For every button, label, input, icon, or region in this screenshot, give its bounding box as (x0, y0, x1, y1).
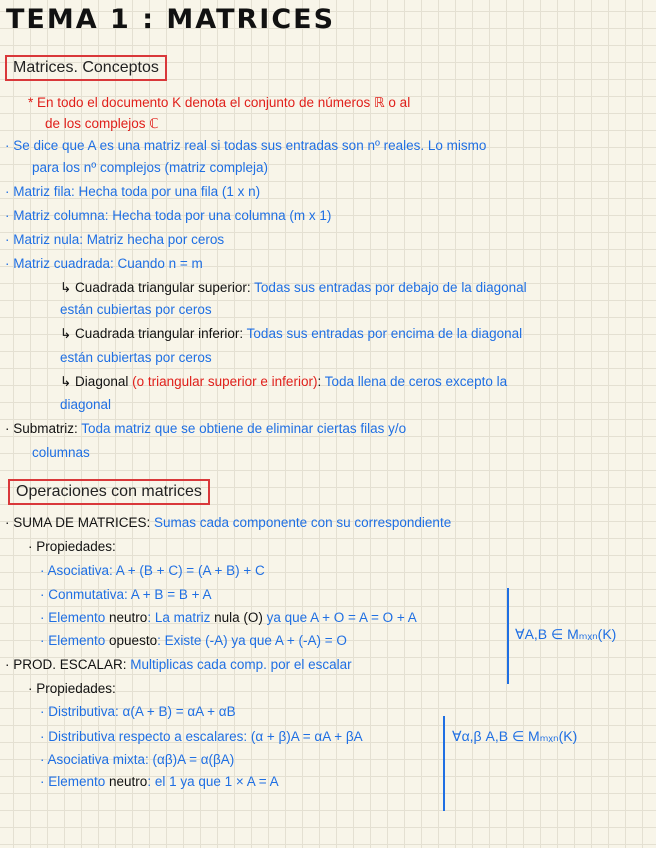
quantifier-scalar: ∀α,β A,B ∈ Mₘₓₙ(K) (452, 728, 578, 744)
note-text: para los nº complejos (matriz compleja) (32, 160, 269, 175)
brace-scalar (443, 716, 445, 811)
note-line (28, 680, 116, 698)
note-line (40, 586, 211, 604)
quantifier-sum: ∀A,B ∈ Mₘₓₙ(K) (515, 626, 617, 642)
note-line (5, 656, 352, 674)
note-text: Toda matriz que se obtiene de eliminar ciertas filas y/o (81, 421, 407, 436)
note-line (60, 349, 212, 367)
note-line (5, 183, 260, 201)
note-line (5, 514, 451, 532)
note-text: · SUMA DE MATRICES: (5, 515, 155, 530)
note-line (40, 632, 347, 650)
note-line (60, 396, 111, 414)
note-text: Multiplicas cada comp. por el escalar (130, 657, 352, 672)
note-line (32, 444, 90, 462)
note-text: · Submatriz: (5, 421, 82, 436)
note-line (40, 773, 279, 791)
note-line (60, 301, 212, 319)
note-text: diagonal (60, 397, 112, 412)
note-line (40, 751, 234, 769)
note-line (40, 562, 265, 580)
note-line (28, 538, 116, 556)
note-text: ↳ Cuadrada triangular superior: (60, 280, 255, 295)
note-text: neutro (109, 774, 148, 789)
note-line (60, 325, 522, 343)
note-text: ↳ Diagonal (60, 374, 133, 389)
note-line (32, 159, 268, 177)
note-text: Todas sus entradas por encima de la diagonal (246, 326, 523, 341)
note-text: · Distributiva: α(A + B) = αA + αB (40, 704, 236, 719)
note-text: · Se dice que A es una matriz real si todas sus entradas son nº reales. Lo mismo (5, 138, 487, 153)
section-heading-concepts: Matrices. Conceptos (5, 55, 167, 81)
note-text: ↳ Cuadrada triangular inferior: (60, 326, 247, 341)
note-line (40, 728, 363, 746)
note-text: · Matriz columna: Hecha toda por una columna (m x 1) (5, 208, 332, 223)
note-text: : La matriz (147, 610, 215, 625)
page-title: TEMA 1 : MATRICES (6, 4, 336, 35)
note-text: : (317, 374, 325, 389)
note-text: · Matriz nula: Matriz hecha por ceros (5, 232, 225, 247)
note-text: nula (O) (214, 610, 263, 625)
section-heading-operations: Operaciones con matrices (8, 479, 210, 505)
note-line (40, 609, 417, 627)
note-line (60, 279, 527, 297)
note-text: : Existe (-A) ya que A + (-A) = O (157, 633, 347, 648)
note-text: · Asociativa: A + (B + C) = (A + B) + C (40, 563, 265, 578)
note-text: están cubiertas por ceros (60, 302, 212, 317)
note-text: · Elemento (40, 633, 110, 648)
note-line (28, 94, 410, 112)
note-text: están cubiertas por ceros (60, 350, 212, 365)
note-text: Todas sus entradas por debajo de la diagonal (254, 280, 527, 295)
brace-sum (507, 588, 509, 684)
note-text: · Distributiva respecto a escalares: (α + β)A = αA + βA (40, 729, 363, 744)
note-line (5, 420, 406, 438)
note-text: · Propiedades: (28, 681, 116, 696)
note-text: · Propiedades: (28, 539, 116, 554)
note-line (60, 373, 507, 391)
note-line (5, 255, 203, 273)
note-text: · PROD. ESCALAR: (5, 657, 131, 672)
note-text: neutro (109, 610, 148, 625)
note-text: Toda llena de ceros excepto la (324, 374, 508, 389)
note-text: * En todo el documento K denota el conjunto de números ℝ o al (28, 95, 411, 110)
note-text: columnas (32, 445, 90, 460)
note-text: ya que A + O = A = O + A (262, 610, 417, 625)
note-text: : el 1 ya que 1 × A = A (147, 774, 279, 789)
note-text: · Matriz fila: Hecha toda por una fila (1 x n) (5, 184, 261, 199)
note-text: · Matriz cuadrada: Cuando n = m (5, 256, 203, 271)
note-text: de los complejos ℂ (45, 116, 159, 131)
note-text: · Elemento (40, 610, 110, 625)
note-line (5, 231, 224, 249)
note-line (5, 137, 486, 155)
note-text: · Elemento (40, 774, 110, 789)
note-text: (o triangular superior e inferior) (132, 374, 318, 389)
note-text: Sumas cada componente con su correspondiente (154, 515, 452, 530)
note-line (45, 115, 159, 133)
note-text: · Asociativa mixta: (αβ)A = α(βA) (40, 752, 235, 767)
note-text: · Conmutativa: A + B = B + A (40, 587, 212, 602)
note-line (40, 703, 236, 721)
note-line (5, 207, 331, 225)
note-text: opuesto (109, 633, 158, 648)
